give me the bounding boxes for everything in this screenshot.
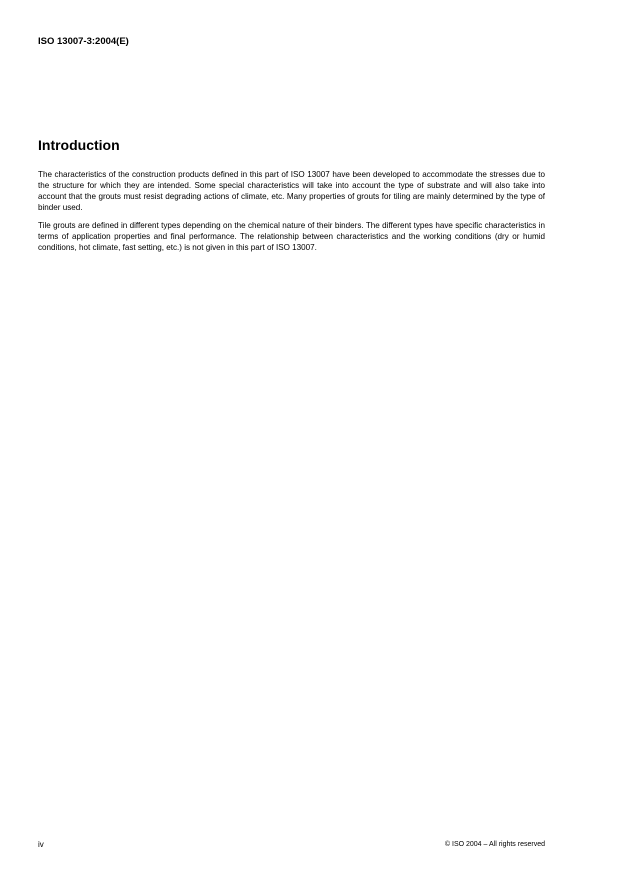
document-id-header: ISO 13007-3:2004(E) — [38, 36, 129, 47]
copyright-notice: © ISO 2004 – All rights reserved — [444, 841, 545, 848]
section-title: Introduction — [38, 137, 120, 153]
paragraph: Tile grouts are defined in different types depending on the chemical nature of their binders. The different types have specific characteristics in terms of application properties and final performance. The relationship between characteristics and the working conditions (dry or humid conditions, hot climate, fast setting, etc.) is not given in this part of ISO 13007. — [38, 221, 545, 252]
page-number: iv — [38, 840, 44, 849]
paragraph: The characteristics of the construction products defined in this part of ISO 13007 have been developed to accommodate the stresses due to the structure for which they are intended. Some special characteristics will take into account the type of substrate and will also take into account that the grouts must resist degrading actions of climate, etc. Many properties of grouts for tiling are mainly determined by the type of binder used. — [38, 170, 545, 212]
